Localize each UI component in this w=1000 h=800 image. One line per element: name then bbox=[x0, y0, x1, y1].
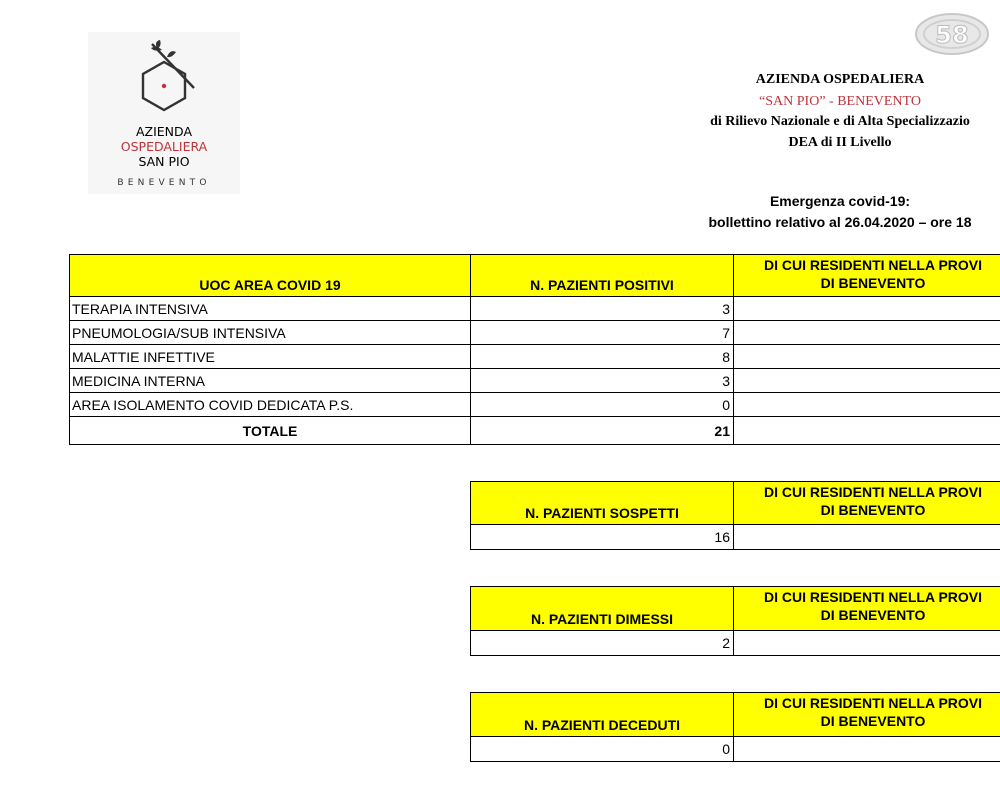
table-row-label: PNEUMOLOGIA/SUB INTENSIVA bbox=[69, 320, 471, 345]
logo-text-azienda: AZIENDA bbox=[135, 124, 192, 139]
table-row-label: TERAPIA INTENSIVA bbox=[69, 296, 471, 321]
watermark-text: 58 bbox=[935, 21, 969, 49]
main-table-header-positivi: N. PAZIENTI POSITIVI bbox=[470, 254, 734, 297]
table-row-value: 3 bbox=[470, 296, 734, 321]
discharged-header: N. PAZIENTI DIMESSI bbox=[470, 586, 734, 631]
deceased-residenti-header-line2: DI BENEVENTO bbox=[820, 713, 926, 729]
table-row-label: AREA ISOLAMENTO COVID DEDICATA P.S. bbox=[69, 392, 471, 417]
main-table-header-residenti-line1: DI CUI RESIDENTI NELLA PROVI bbox=[763, 257, 983, 273]
table-row-label: MALATTIE INFETTIVE bbox=[69, 344, 471, 369]
total-label: TOTALE bbox=[69, 416, 471, 445]
table-row-residenti bbox=[733, 344, 1000, 369]
discharged-value: 2 bbox=[470, 630, 734, 656]
deceased-residenti-header-line1: DI CUI RESIDENTI NELLA PROVI bbox=[763, 695, 983, 711]
suspects-residenti-header-line1: DI CUI RESIDENTI NELLA PROVI bbox=[763, 484, 983, 500]
logo-text-san-pio: SAN PIO bbox=[138, 154, 190, 169]
deceased-header: N. PAZIENTI DECEDUTI bbox=[470, 692, 734, 737]
bulletin-title: Emergenza covid-19: bbox=[769, 193, 911, 209]
table-row-value: 7 bbox=[470, 320, 734, 345]
org-qualification: di Rilievo Nazionale e di Alta Specializzazio bbox=[710, 114, 970, 129]
suspects-value: 16 bbox=[470, 524, 734, 550]
suspects-residenti-value bbox=[733, 524, 1000, 550]
table-row-residenti bbox=[733, 320, 1000, 345]
table-row-residenti bbox=[733, 392, 1000, 417]
org-subtitle: “SAN PIO” - BENEVENTO bbox=[759, 94, 921, 109]
watermark-logo-icon bbox=[912, 10, 992, 58]
main-table-header-residenti-line2: DI BENEVENTO bbox=[820, 275, 926, 291]
suspects-residenti-header-line2: DI BENEVENTO bbox=[820, 502, 926, 518]
table-row-value: 0 bbox=[470, 392, 734, 417]
hospital-logo bbox=[88, 32, 240, 194]
hexagon-branch-icon bbox=[124, 38, 204, 120]
deceased-residenti-header bbox=[733, 692, 1000, 737]
table-row-label: MEDICINA INTERNA bbox=[69, 368, 471, 393]
bulletin-date: bollettino relativo al 26.04.2020 – ore 18 bbox=[708, 214, 972, 230]
table-row-value: 3 bbox=[470, 368, 734, 393]
org-dea-level: DEA di II Livello bbox=[788, 135, 892, 150]
table-row-residenti bbox=[733, 296, 1000, 321]
logo-text-city: BENEVENTO bbox=[117, 178, 211, 188]
discharged-residenti-header bbox=[733, 586, 1000, 631]
logo-text-ospedaliera: OSPEDALIERA bbox=[120, 139, 208, 154]
main-table-header-residenti bbox=[733, 254, 1000, 297]
org-name: AZIENDA OSPEDALIERA bbox=[755, 72, 925, 87]
total-residenti bbox=[733, 416, 1000, 445]
discharged-residenti-header-line1: DI CUI RESIDENTI NELLA PROVI bbox=[763, 589, 983, 605]
discharged-residenti-value bbox=[733, 630, 1000, 656]
main-table-header-uoc: UOC AREA COVID 19 bbox=[69, 254, 471, 297]
suspects-residenti-header bbox=[733, 481, 1000, 525]
suspects-header: N. PAZIENTI SOSPETTI bbox=[470, 481, 734, 525]
table-row-residenti bbox=[733, 368, 1000, 393]
discharged-residenti-header-line2: DI BENEVENTO bbox=[820, 607, 926, 623]
total-value: 21 bbox=[470, 416, 734, 445]
deceased-value: 0 bbox=[470, 736, 734, 762]
channel-watermark bbox=[912, 10, 992, 58]
table-row-value: 8 bbox=[470, 344, 734, 369]
deceased-residenti-value bbox=[733, 736, 1000, 762]
